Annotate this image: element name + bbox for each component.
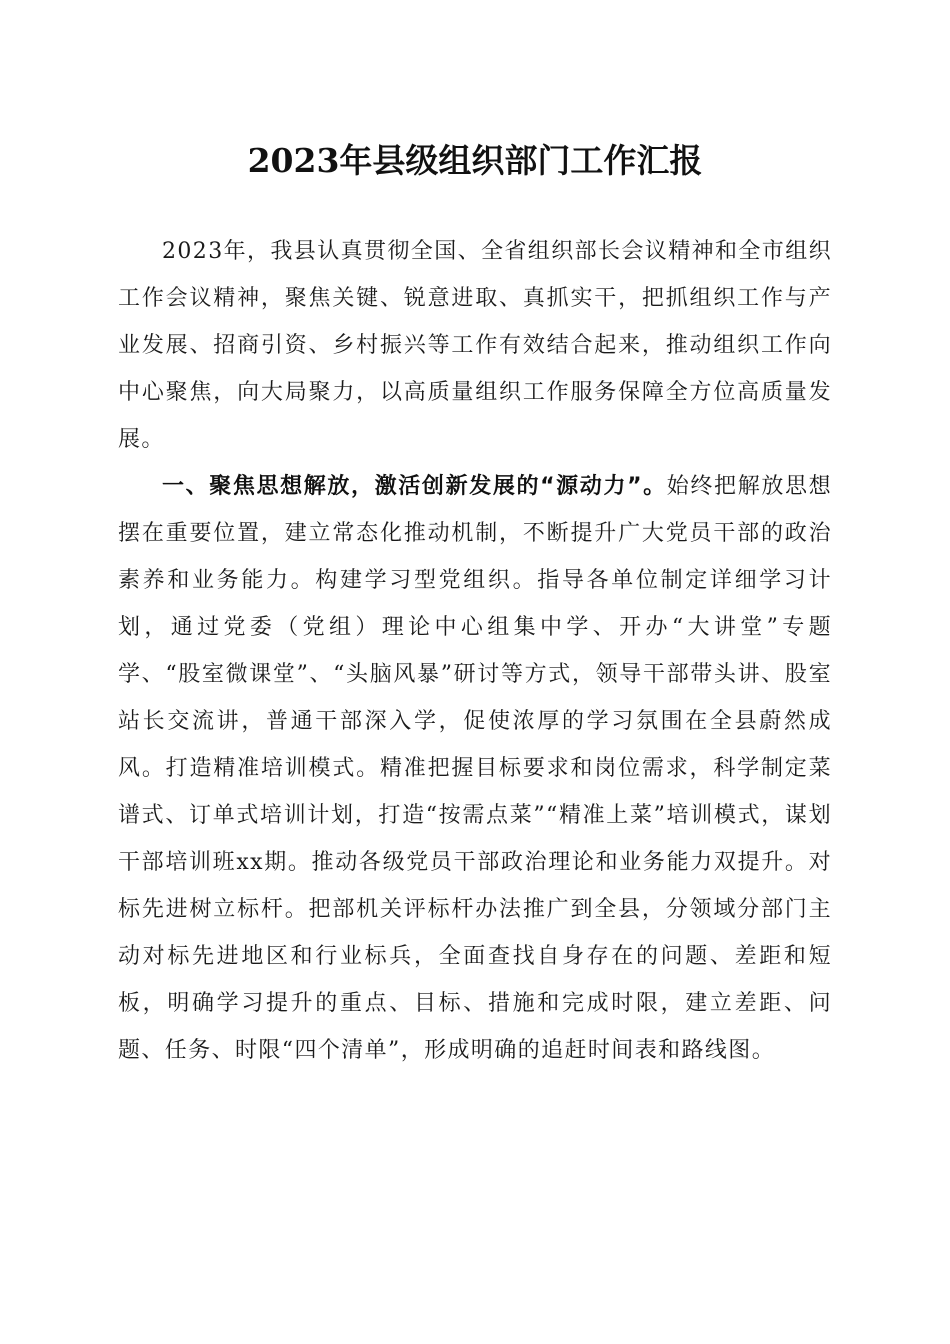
- section-1-body: 始终把解放思想摆在重要位置，建立常态化推动机制，不断提升广大党员干部的政治素养和业务能力。构建学习型党组织。指导各单位制定详细学习计划，通过党委（党组）理论中心组集中学、开办“大讲堂”专题学、“股室微课堂”、“头脑风暴”研讨等方式，领导干部带头讲、股室站长交流讲，普通干部深入学，促使浓厚的学习氛围在全县蔚然成风。打造精准培训模式。精准把握目标要求和岗位需求，科学制定菜谱式、订单式培训计划，打造“按需点菜”“精准上菜”培训模式，谋划干部培训班xx期。推动各级党员干部政治理论和业务能力双提升。对标先进树立标杆。把部机关评标杆办法推广到全县，分领域分部门主动对标先进地区和行业标兵，全面查找自身存在的问题、差距和短板，明确学习提升的重点、目标、措施和完成时限，建立差距、问题、任务、时限“四个清单”，形成明确的追赶时间表和路线图。: [118, 474, 832, 1063]
- section-1-heading: 一、聚焦思想解放，激活创新发展的“源动力”。: [162, 474, 667, 499]
- section-1-paragraph: [118, 463, 832, 1074]
- document-title: 2023年县级组织部门工作汇报: [247, 141, 703, 180]
- intro-paragraph: 2023年，我县认真贯彻全国、全省组织部长会议精神和全市组织工作会议精神，聚焦关键、锐意进取、真抓实干，把抓组织工作与产业发展、招商引资、乡村振兴等工作有效结合起来，推动组织工作向中心聚焦，向大局聚力，以高质量组织工作服务保障全方位高质量发展。: [118, 239, 832, 452]
- document-body: [118, 228, 832, 1074]
